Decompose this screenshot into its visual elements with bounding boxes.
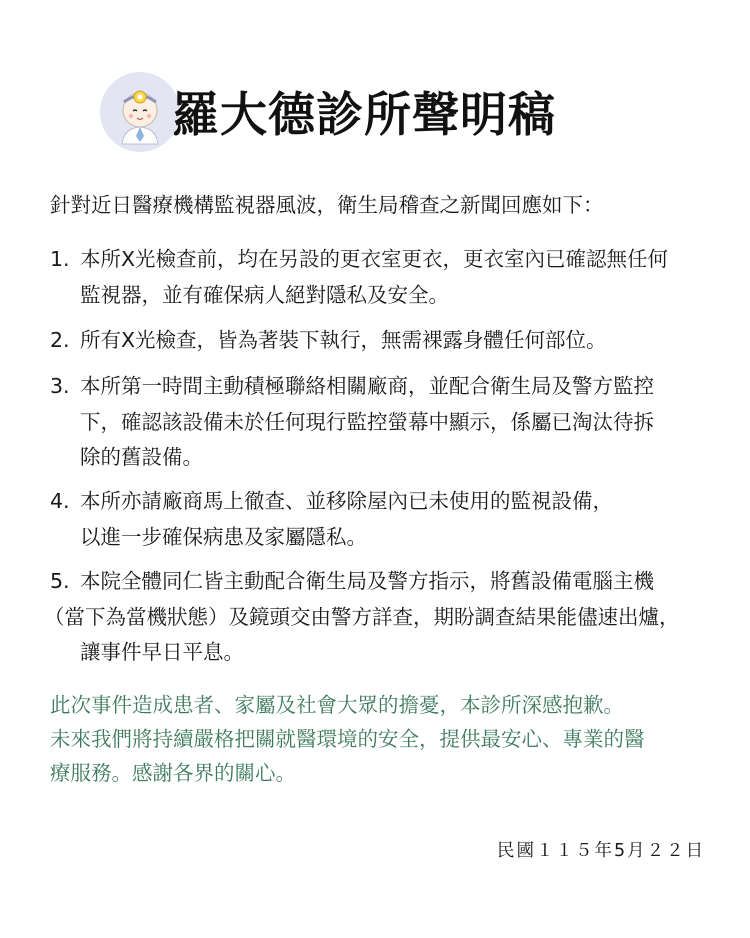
item-line: 本所X光檢查前，均在另設的更衣室更衣，更衣室內已確認無任何 <box>80 247 669 271</box>
closing-line: 未來我們將持續嚴格把關就醫環境的安全，提供最安心、專業的醫 <box>50 727 645 751</box>
item-line: 本院全體同仁皆主動配合衛生局及警方指示，將舊設備電腦主機 <box>80 569 654 593</box>
statement-item-3 <box>50 369 730 476</box>
item-number: 1. <box>50 247 70 271</box>
statement-date: 民國１１５年5月２２日 <box>497 841 706 861</box>
statement-item-4 <box>50 484 730 555</box>
statement-item-2 <box>50 323 730 359</box>
statement-item-1 <box>50 242 730 313</box>
closing-statement <box>50 688 645 790</box>
doctor-mascot-icon <box>100 72 180 152</box>
item-number: 5. <box>50 569 70 593</box>
item-line: 除的舊設備。 <box>80 445 203 469</box>
statement-item-5 <box>44 564 730 671</box>
item-line: 本所亦請廠商馬上徹查、並移除屋內已未使用的監視設備， <box>80 489 613 513</box>
item-number: 4. <box>50 489 70 513</box>
item-number: 3. <box>50 374 70 398</box>
closing-line: 療服務。感謝各界的關心。 <box>50 761 296 785</box>
item-line: 讓事件早日平息。 <box>80 640 244 664</box>
page-title: 羅大德診所聲明稿 <box>172 88 556 143</box>
item-line: 下，確認該設備未於任何現行監控螢幕中顯示，係屬已淘汰待拆 <box>80 409 654 434</box>
item-line: 本所第一時間主動積極聯絡相關廠商，並配合衛生局及警方監控 <box>80 374 654 398</box>
item-line: 所有X光檢查，皆為著裝下執行，無需裸露身體任何部位。 <box>80 328 607 352</box>
item-line: （當下為當機狀態）及鏡頭交由警方詳查，期盼調查結果能儘速出爐， <box>44 604 680 629</box>
item-line: 監視器，並有確保病人絕對隱私及安全。 <box>80 282 449 307</box>
item-number: 2. <box>50 328 70 352</box>
intro-text: 針對近日醫療機構監視器風波，衛生局稽查之新聞回應如下： <box>50 193 604 217</box>
item-line: 以進一步確保病患及家屬隱私。 <box>80 524 367 549</box>
header <box>100 72 660 162</box>
closing-line: 此次事件造成患者、家屬及社會大眾的擔憂，本診所深感抱歉。 <box>50 693 624 717</box>
